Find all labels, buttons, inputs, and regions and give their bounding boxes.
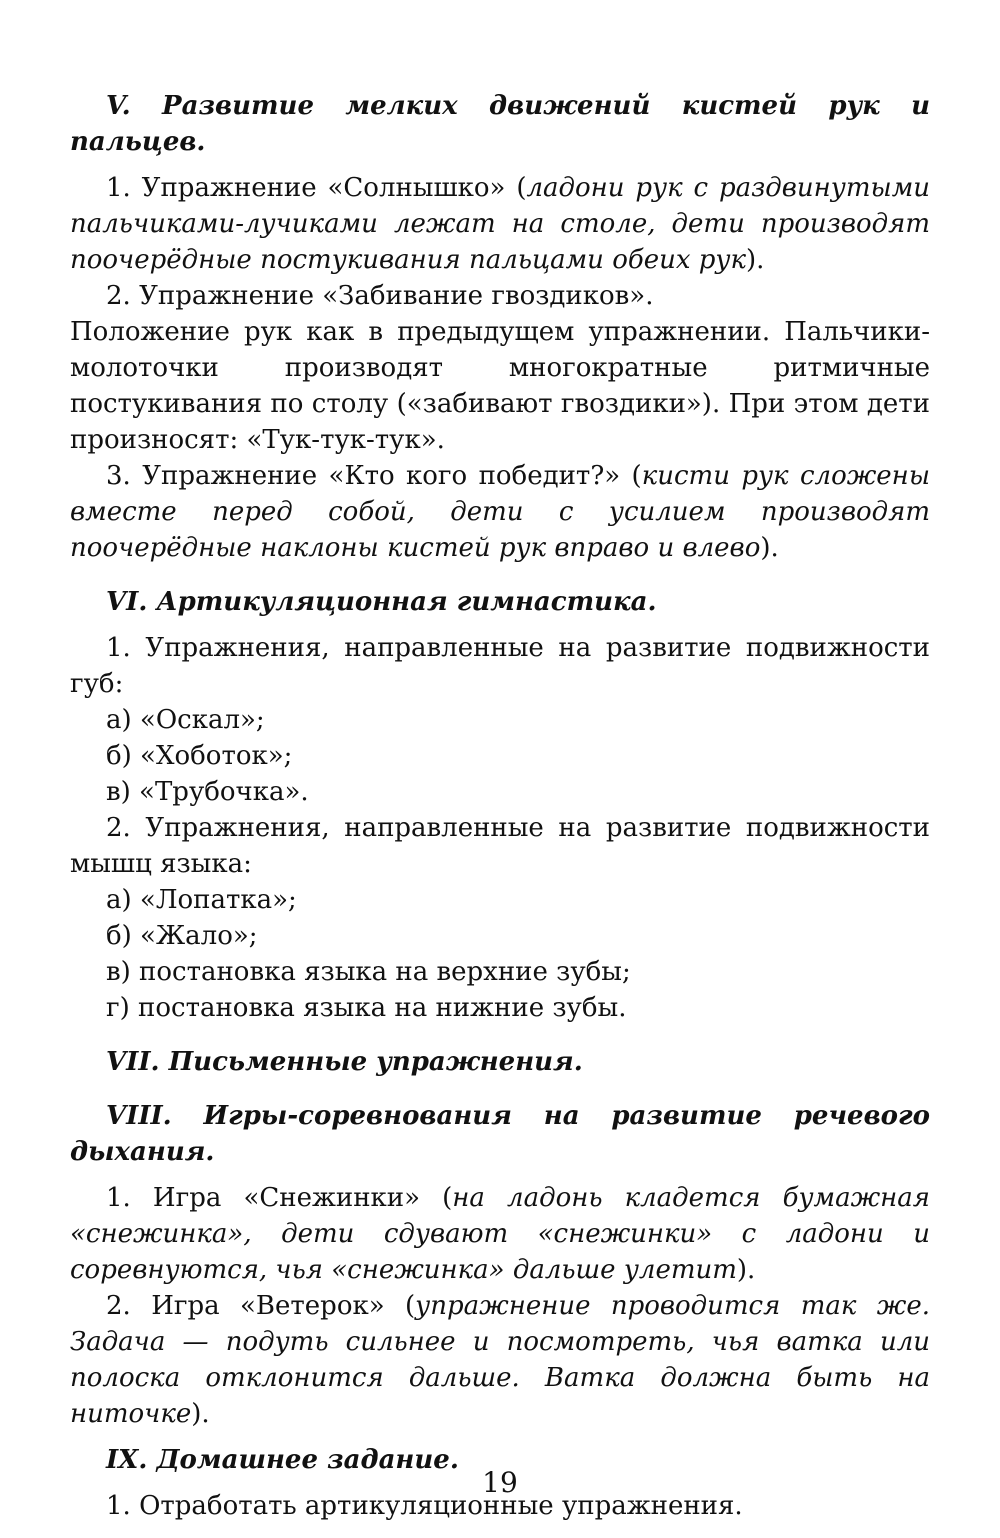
- section-5-item-1: 1. Упражнение «Солнышко» (ладони рук с раздвинутыми пальчиками-лучиками лежат на столе, дети производят поочерёдные постукивания пальцами обеих рук).: [70, 173, 930, 275]
- section-8-item-2: 2. Игра «Ветерок» (упражнение проводится так же. Задача — подуть сильнее и посмотреть, чья ватка или полоска отклонится дальше. Ватка должна быть на ниточке).: [70, 1291, 930, 1429]
- section-6-item-2-c: в) постановка языка на верхние зубы;: [106, 957, 631, 987]
- section-6-item-1: 1. Упражнения, направленные на развитие подвижности губ:: [70, 633, 930, 699]
- section-5-heading: V. Развитие мелких движений кистей рук и пальцев.: [70, 91, 930, 157]
- section-6-heading: VI. Артикуляционная гимнастика.: [106, 587, 657, 617]
- section-6-item-2: 2. Упражнения, направленные на развитие подвижности мышц языка:: [70, 813, 930, 879]
- section-9-item-1: 1. Отработать артикуляционные упражнения.: [106, 1491, 743, 1521]
- section-8-heading: VIII. Игры-соревнования на развитие речевого дыхания.: [70, 1101, 930, 1167]
- section-6-item-2-d: г) постановка языка на нижние зубы.: [106, 993, 627, 1023]
- section-5-item-2-description: Положение рук как в предыдущем упражнении. Пальчики-молоточки производят многократные ритмичные постукивания по столу («забивают гвоздики»). При этом дети произносят: «Тук-тук-тук».: [70, 317, 930, 455]
- page-content: [70, 88, 930, 1524]
- section-7-heading: VII. Письменные упражнения.: [106, 1047, 583, 1077]
- section-6-item-1-b: б) «Хоботок»;: [106, 741, 293, 771]
- section-6-item-1-a: а) «Оскал»;: [106, 705, 265, 735]
- section-8-item-1: 1. Игра «Снежинки» (на ладонь кладется бумажная «снежинка», дети сдувают «снежинки» с ладони и соревнуются, чья «снежинка» дальше улетит).: [70, 1183, 930, 1285]
- section-9-heading: IX. Домашнее задание.: [106, 1445, 459, 1475]
- section-6-item-1-c: в) «Трубочка».: [106, 777, 309, 807]
- section-6-item-2-a: а) «Лопатка»;: [106, 885, 297, 915]
- section-5-item-2: 2. Упражнение «Забивание гвоздиков».: [106, 281, 654, 311]
- section-5-item-3: 3. Упражнение «Кто кого победит?» (кисти рук сложены вместе перед собой, дети с усилием производят поочерёдные наклоны кистей рук вправо и влево).: [70, 461, 930, 563]
- section-6-item-2-b: б) «Жало»;: [106, 921, 258, 951]
- page-number: 19: [482, 1466, 518, 1499]
